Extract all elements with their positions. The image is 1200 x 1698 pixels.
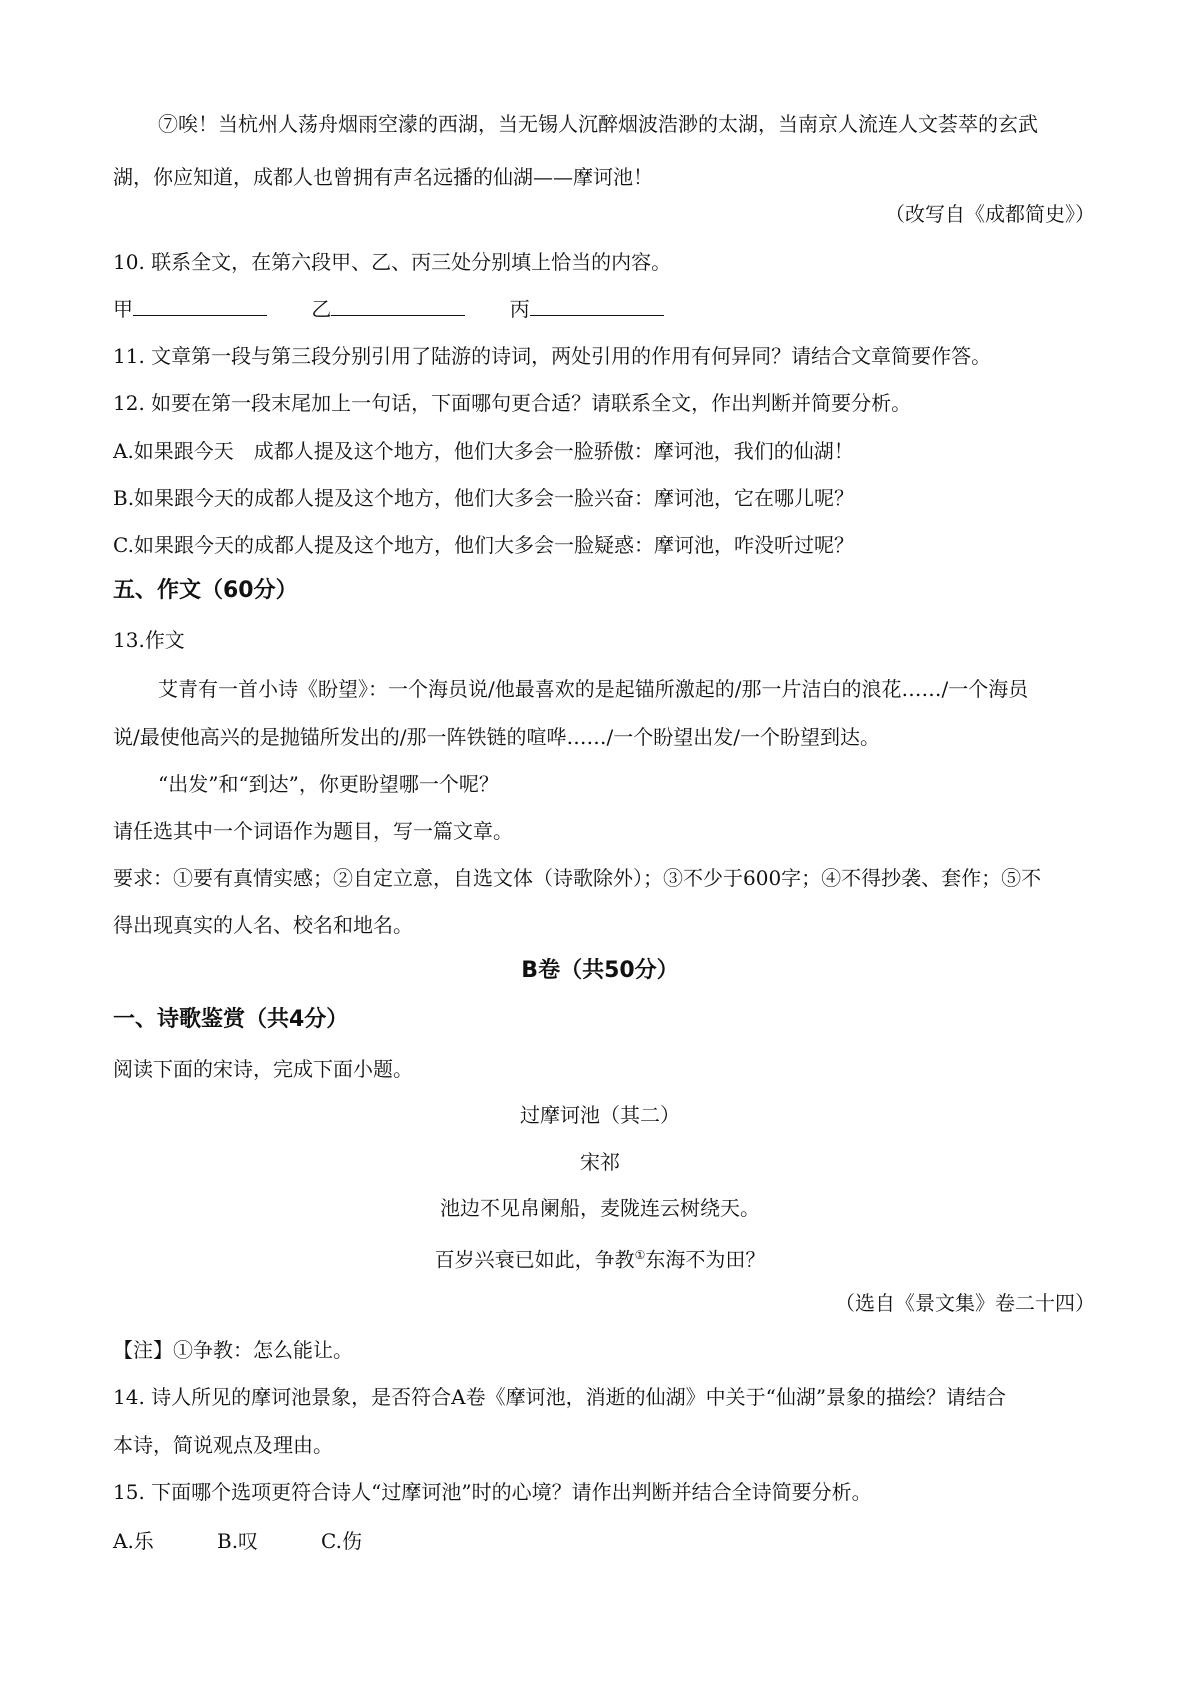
blank-label-jia: 甲 [113, 297, 133, 321]
question-11: 11. 文章第一段与第三段分别引用了陆游的诗词，两处引用的作用有何异同？请结合文章简要作答。 [113, 344, 992, 368]
poem-line-2 [0, 1241, 1200, 1274]
blank-label-yi: 乙 [311, 297, 332, 321]
section-5-heading: 五、作文（60分） [113, 578, 298, 603]
answer-blank-yi[interactable] [331, 295, 465, 316]
question-10: 10. 联系全文，在第六段甲、乙、丙三处分别填上恰当的内容。 [113, 250, 672, 274]
question-15-option-b: B.叹 [217, 1529, 259, 1553]
volume-b-heading: B卷（共50分） [521, 958, 679, 983]
poetry-section-heading: 一、诗歌鉴赏（共4分） [113, 1007, 349, 1032]
question-13-label: 13.作文 [113, 628, 185, 652]
poetry-instruction: 阅读下面的宋诗，完成下面小题。 [113, 1057, 413, 1081]
question-15-option-a: A.乐 [113, 1529, 154, 1553]
answer-blank-jia[interactable] [133, 295, 267, 316]
blank-label-bing: 丙 [509, 297, 530, 321]
poem-line-2-part-1: 百岁兴衰已如此，争教 [434, 1247, 635, 1272]
essay-task: 请任选其中一个词语作为题目，写一篇文章。 [113, 819, 513, 843]
question-12-option-b: B.如果跟今天的成都人提及这个地方，他们大多会一脸兴奋：摩诃池，它在哪儿呢？ [113, 486, 855, 510]
essay-prompt-line-2: 说/最使他高兴的是抛锚所发出的/那一阵铁链的喧哗……/一个盼望出发/一个盼望到达。 [113, 725, 880, 749]
question-14-line-1: 14. 诗人所见的摩诃池景象，是否符合A卷《摩诃池，消逝的仙湖》中关于“仙湖”景象的描绘？请结合 [113, 1385, 1007, 1409]
question-14-line-2: 本诗，简说观点及理由。 [113, 1433, 333, 1457]
question-12: 12. 如要在第一段末尾加上一句话，下面哪句更合适？请联系全文，作出判断并简要分析。 [113, 391, 912, 415]
essay-requirements-line-2: 得出现真实的人名、校名和地名。 [113, 913, 413, 937]
question-12-option-a: A.如果跟今天 成都人提及这个地方，他们大多会一脸骄傲：摩诃池，我们的仙湖！ [113, 439, 854, 463]
question-15-option-c: C.伤 [321, 1529, 362, 1553]
question-15-options [113, 1527, 1093, 1555]
question-10-blanks [113, 295, 1093, 323]
passage-paragraph-7-line-2: 湖，你应知道，成都人也曾拥有声名远播的仙湖——摩诃池！ [113, 165, 653, 189]
passage-paragraph-7-line-1: ⑦唉！当杭州人荡舟烟雨空濛的西湖，当无锡人沉醉烟波浩渺的太湖，当南京人流连人文荟萃的玄武 [158, 112, 1038, 136]
question-15: 15. 下面哪个选项更符合诗人“过摩诃池”时的心境？请作出判断并结合全诗简要分析。 [113, 1480, 872, 1504]
essay-prompt-line-1: 艾青有一首小诗《盼望》：一个海员说/他最喜欢的是起锚所激起的/那一片洁白的浪花……/一个海员 [158, 677, 1029, 701]
answer-blank-bing[interactable] [530, 295, 664, 316]
poem-source: （选自《景文集》卷二十四） [835, 1291, 1095, 1315]
poem-author: 宋祁 [580, 1150, 620, 1174]
essay-requirements-line-1: 要求：①要有真情实感；②自定立意，自选文体（诗歌除外）；③不少于600字；④不得抄袭、套作；⑤不 [113, 866, 1042, 890]
essay-prompt-line-3: “出发”和“到达”，你更盼望哪一个呢？ [158, 772, 499, 796]
poem-line-1: 池边不见帛阑船，麦陇连云树绕天。 [440, 1196, 760, 1220]
poem-note: 【注】①争教：怎么能让。 [113, 1338, 353, 1362]
footnote-marker: ① [634, 1248, 646, 1262]
poem-title: 过摩诃池（其二） [520, 1103, 680, 1127]
passage-source: （改写自《成都简史》） [885, 202, 1095, 226]
poem-line-2-part-2: 东海不为田？ [645, 1247, 766, 1272]
question-12-option-c: C.如果跟今天的成都人提及这个地方，他们大多会一脸疑惑：摩诃池，咋没听过呢？ [113, 533, 854, 557]
